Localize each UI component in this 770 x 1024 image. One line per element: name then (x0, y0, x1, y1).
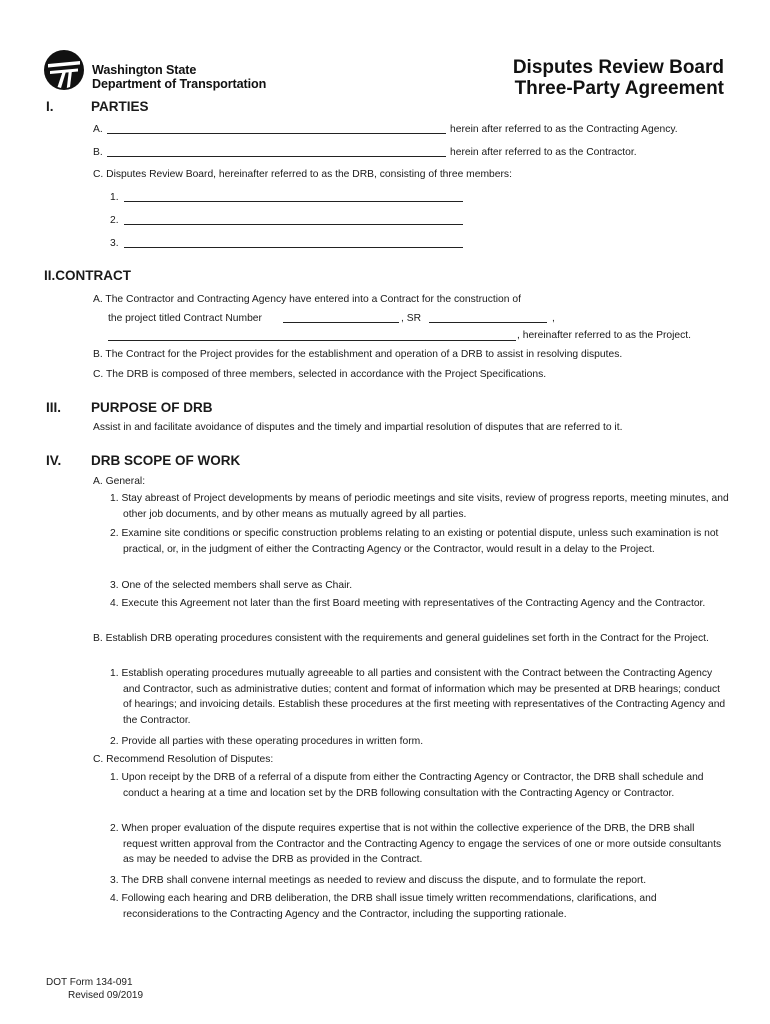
contract-a-line-1: A. The Contractor and Contracting Agency have entered into a Contract for the construction of (93, 294, 521, 305)
member-1-field[interactable] (124, 201, 463, 202)
sr-label: , SR (401, 313, 422, 324)
form-number: DOT Form 134-091 (46, 977, 133, 988)
party-b-text: herein after referred to as the Contractor. (450, 147, 637, 158)
title-line-1: Disputes Review Board (512, 57, 724, 78)
member-3-label: 3. (110, 238, 119, 249)
scope-a-heading: A. General: (93, 476, 146, 487)
scope-b-heading: B. Establish DRB operating procedures consistent with the requirements and general guidelines set forth in the Contract for the Project. (93, 633, 709, 644)
revised-date: Revised 09/2019 (68, 990, 144, 1001)
member-2-label: 2. (110, 215, 119, 226)
party-b-label: B. (93, 147, 103, 158)
org-name (92, 63, 266, 91)
party-b-field[interactable] (107, 156, 446, 157)
section-4-number: IV. (46, 453, 62, 468)
section-1-number: I. (46, 99, 54, 114)
scope-a-item-1: 1. Stay abreast of Project developments by means of periodic meetings and site visits, review of progress reports, meeting minutes, and other job documents, and by other means as mutually agreed by all parties. (110, 493, 729, 520)
member-1-label: 1. (110, 192, 119, 203)
org-line-2: Department of Transportation (92, 77, 267, 91)
contract-a-line-2: the project titled Contract Number (108, 313, 262, 324)
title-line-2: Three-Party Agreement (514, 78, 724, 99)
sr-comma: , (552, 313, 555, 324)
wsdot-logo-icon (44, 50, 84, 90)
party-a-field[interactable] (107, 133, 446, 134)
party-a-text: herein after referred to as the Contracting Agency. (450, 124, 678, 135)
scope-c-item-1: 1. Upon receipt by the DRB of a referral of a dispute from either the Contracting Agency or Contractor, the DRB shall schedule and conduct a hearing at a time and location set by the DRB following consultation with the Contracting Agency or Contractor. (110, 772, 704, 799)
scope-b-item-1: 1. Establish operating procedures mutually agreeable to all parties and consistent with the Contract between the Contracting Agency and Contractor, such as administrative duties; content and format of information which may be presented at DRB hearings; conduct of hearings; and invoicing details. Establish these procedures at the first meeting with representatives of the Contracting Agency and the Contractor. (110, 668, 726, 726)
contract-number-field[interactable] (283, 322, 399, 323)
purpose-text: Assist in and facilitate avoidance of disputes and the timely and impartial resolution of disputes that are referred to it. (93, 422, 623, 433)
scope-c-item-4: 4. Following each hearing and DRB deliberation, the DRB shall issue timely written recommendations, clarifications, and reconsiderations to the Contracting Agency and the Contractor, including the supporting rationale. (110, 893, 657, 920)
sr-field[interactable] (429, 322, 547, 323)
section-4-title: DRB SCOPE OF WORK (91, 453, 241, 468)
party-a-label: A. (93, 124, 103, 135)
scope-a-item-3: 3. One of the selected members shall serve as Chair. (110, 580, 353, 591)
scope-c-item-3: 3. The DRB shall convene internal meetings as needed to review and discuss the dispute, and to formulate the report. (110, 875, 647, 886)
section-2-title: II.CONTRACT (44, 268, 131, 283)
project-title-field[interactable] (108, 340, 516, 341)
scope-b-item-2: 2. Provide all parties with these operating procedures in written form. (110, 736, 424, 747)
scope-a-item-2: 2. Examine site conditions or specific construction problems relating to an existing or potential dispute, unless such examination is not practical, or, in the judgment of either the Contracting Agency or the Contractor, would result in a delay to the Project. (110, 528, 719, 555)
section-1-title: PARTIES (91, 99, 149, 114)
org-line-1: Washington State (92, 63, 197, 77)
scope-c-item-2: 2. When proper evaluation of the dispute requires expertise that is not within the collective experience of the DRB, the DRB shall request written approval from the Contractor and the Contracting Agency to engage the services of one or more outside consultants as may be needed to advise the DRB as provided in the Contract. (110, 823, 722, 865)
member-2-field[interactable] (124, 224, 463, 225)
member-3-field[interactable] (124, 247, 463, 248)
contract-c-text: C. The DRB is composed of three members, selected in accordance with the Project Specifications. (93, 369, 547, 380)
contract-a-line-3: , hereinafter referred to as the Project. (517, 330, 691, 341)
scope-c-heading: C. Recommend Resolution of Disputes: (93, 754, 274, 765)
contract-b-text: B. The Contract for the Project provides for the establishment and operation of a DRB to assist in resolving disputes. (93, 349, 623, 360)
section-3-title: PURPOSE OF DRB (91, 400, 213, 415)
section-3-number: III. (46, 400, 62, 415)
party-c-text: C. Disputes Review Board, hereinafter referred to as the DRB, consisting of three members: (93, 169, 512, 180)
scope-a-item-4: 4. Execute this Agreement not later than the first Board meeting with representatives of the Contracting Agency and the Contractor. (110, 598, 706, 609)
document-title (513, 57, 724, 99)
